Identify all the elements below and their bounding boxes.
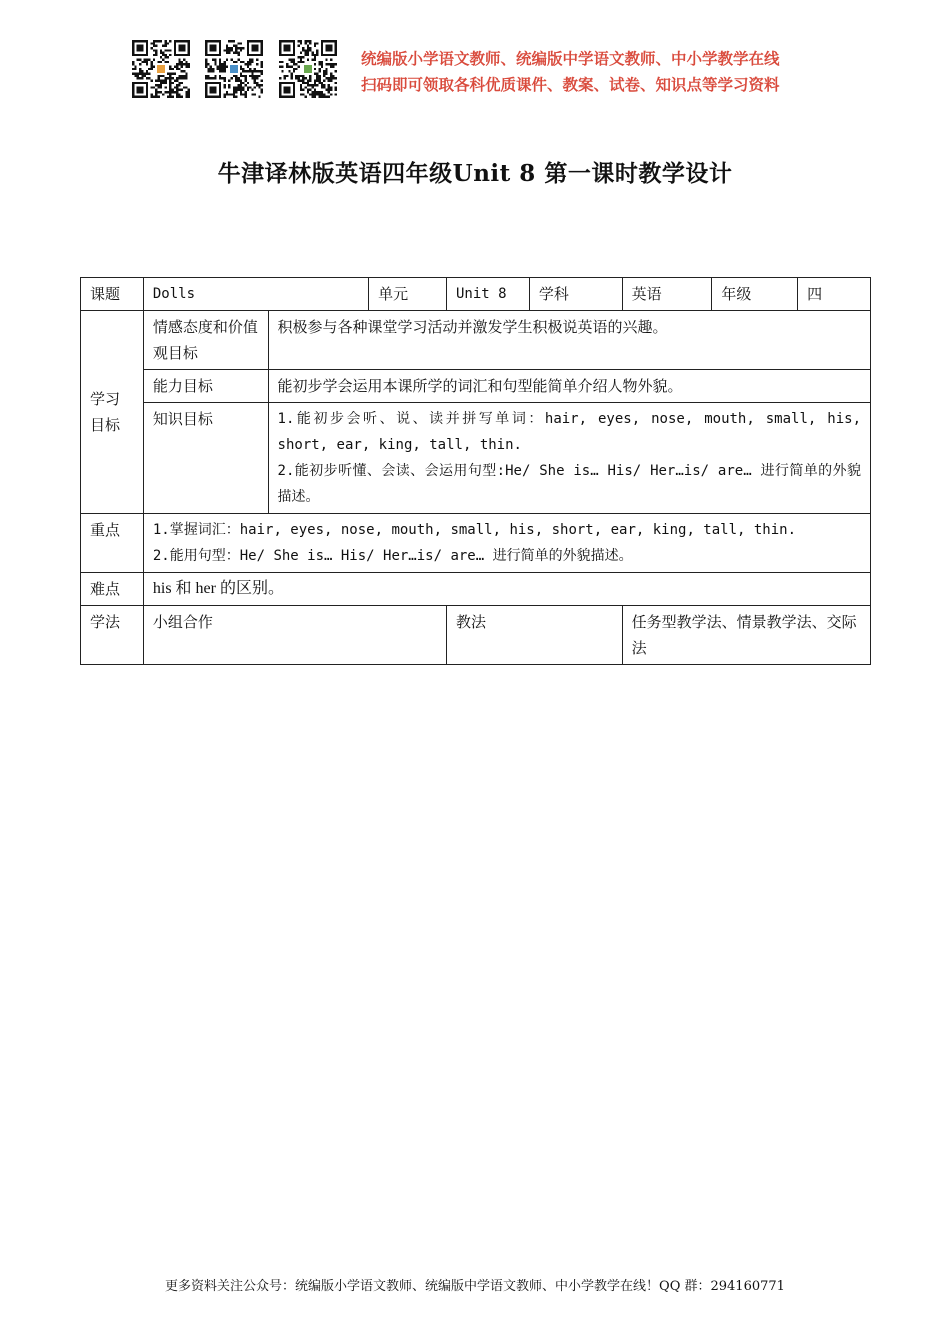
qr-code-icon [205, 40, 263, 98]
table-row [81, 370, 871, 403]
difficulty-label: 难点 [81, 573, 144, 606]
table-row [81, 573, 871, 606]
knowledge-line-1: 1.能初步会听、说、读并拼写单词：hair, eyes, nose, mouth, small, his, short, ear, king, tall, thin. [277, 411, 861, 453]
unit-label: 单元 [369, 278, 447, 311]
knowledge-label: 知识目标 [143, 403, 268, 514]
table-row [81, 606, 871, 665]
study-method-value: 小组合作 [143, 606, 446, 665]
document-title: 牛津译林版英语四年级Unit 8 第一课时教学设计 [217, 160, 733, 187]
knowledge-value [268, 403, 870, 514]
table-row [81, 278, 871, 311]
key-points-line-1: 1.掌握词汇：hair, eyes, nose, mouth, small, his, short, ear, king, tall, thin. [152, 522, 797, 538]
banner-line-1: 统编版小学语文教师、统编版中学语文教师、中小学教学在线 [361, 50, 780, 68]
emotion-value: 积极参与各种课堂学习活动并激发学生积极说英语的兴趣。 [268, 311, 870, 370]
topic-label: 课题 [81, 278, 144, 311]
table-row [81, 514, 871, 573]
grade-value: 四 [798, 278, 871, 311]
ability-label: 能力目标 [143, 370, 268, 403]
subject-value: 英语 [622, 278, 712, 311]
key-points-label: 重点 [81, 514, 144, 573]
knowledge-line-2: 2.能初步听懂、会读、会运用句型:He/ She is… His/ Her…is/ are… 进行简单的外貌描述。 [277, 463, 861, 505]
table-row [81, 311, 871, 370]
qr-code-icon [279, 40, 337, 98]
subject-label: 学科 [529, 278, 622, 311]
emotion-label: 情感态度和价值观目标 [143, 311, 268, 370]
page-footer: 更多资料关注公众号：统编版小学语文教师、统编版中学语文教师、中小学教学在线！QQ 群：294160771 [165, 1279, 785, 1294]
difficulty-value: his 和 her 的区别。 [143, 573, 870, 606]
grade-label: 年级 [712, 278, 798, 311]
qr-code-icon [132, 40, 190, 98]
teach-method-value: 任务型教学法、情景教学法、交际法 [622, 606, 870, 665]
banner-line-2: 扫码即可领取各科优质课件、教案、试卷、知识点等学习资料 [361, 76, 780, 94]
key-points-line-2: 2.能用句型：He/ She is… His/ Her…is/ are… 进行简单的外貌描述。 [152, 548, 633, 564]
teach-method-label: 教法 [446, 606, 622, 665]
key-points-value [143, 514, 870, 573]
objectives-label: 学习目标 [81, 311, 144, 514]
topic-value: Dolls [143, 278, 368, 311]
header-bar [128, 40, 828, 102]
study-method-label: 学法 [81, 606, 144, 665]
unit-value: Unit 8 [446, 278, 529, 311]
lesson-plan-table [80, 277, 871, 665]
promo-banner [361, 46, 831, 98]
table-row [81, 403, 871, 514]
ability-value: 能初步学会运用本课所学的词汇和句型能简单介绍人物外貌。 [268, 370, 870, 403]
